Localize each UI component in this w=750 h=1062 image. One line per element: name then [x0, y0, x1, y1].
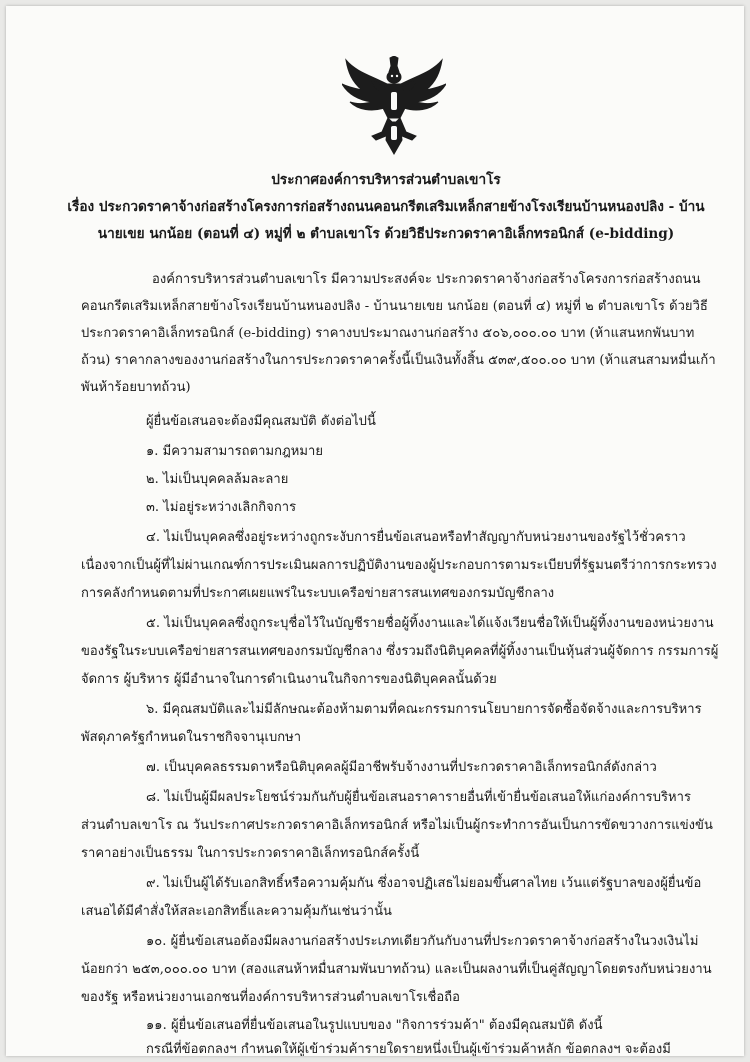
intro-line: พันห้าร้อยบาทถ้วน) — [81, 380, 191, 395]
qualification-item: ๑. มีความสามารถตามกฎหมาย — [146, 444, 324, 459]
intro-line: องค์การบริหารส่วนตำบลเขาโร มีความประสงค์จะ ประกวดราคาจ้างก่อสร้างโครงการก่อสร้างถนน — [152, 272, 701, 287]
qualification-item: ๙. ไม่เป็นผู้ได้รับเอกสิทธิ์หรือความคุ้มกัน ซึ่งอาจปฏิเสธไม่ยอมขึ้นศาลไทย เว้นแต่รัฐบาลของผู้ยื่นข้อ — [146, 876, 702, 891]
qualification-item: ๑๑. ผู้ยื่นข้อเสนอที่ยื่นข้อเสนอในรูปแบบของ "กิจการร่วมค้า" ต้องมีคุณสมบัติ ดังนี้ — [146, 1018, 603, 1033]
qualification-item: ๔. ไม่เป็นบุคคลซึ่งอยู่ระหว่างถูกระงับการยื่นข้อเสนอหรือทำสัญญากับหน่วยงานของรัฐไว้ชั่วคราว — [146, 530, 686, 545]
qualification-item: ๓. ไม่อยู่ระหว่างเลิกกิจการ — [146, 500, 297, 515]
qualification-item-continued: ของรัฐ หรือหน่วยงานเอกชนที่องค์การบริหารส่วนตำบลเขาโรเชื่อถือ — [81, 990, 460, 1005]
qualification-item-continued: ราคาอย่างเป็นธรรม ในการประกวดราคาอิเล็กทรอนิกส์ครั้งนี้ — [81, 846, 420, 861]
document-page — [6, 6, 744, 1056]
qualification-item-continued: การคลังกำหนดตามที่ประกาศเผยแพร่ในระบบเครือข่ายสารสนเทศของกรมบัญชีกลาง — [81, 586, 555, 601]
qualification-item-continued: กรณีที่ข้อตกลงฯ กำหนดให้ผู้เข้าร่วมค้ารายใดรายหนึ่งเป็นผู้เข้าร่วมค้าหลัก ข้อตกลงฯ จะต้องมี — [146, 1042, 671, 1056]
qualification-item: ๑๐. ผู้ยื่นข้อเสนอต้องมีผลงานก่อสร้างประเภทเดียวกันกับงานที่ประกวดราคาจ้างก่อสร้างในวงเงินไม่ — [146, 934, 699, 949]
announcement-title: ประกาศองค์การบริหารส่วนตำบลเขาโร — [271, 172, 501, 188]
qualification-item: ๘. ไม่เป็นผู้มีผลประโยชน์ร่วมกันกับผู้ยื่นข้อเสนอราคารายอื่นที่เข้ายื่นข้อเสนอให้แก่องค์การบริหาร — [146, 790, 692, 805]
qualification-item-continued: จัดการ ผู้บริหาร ผู้มีอำนาจในการดำเนินงานในกิจการของนิติบุคคลนั้นด้วย — [81, 672, 497, 687]
intro-line: คอนกรีตเสริมเหล็กสายข้างโรงเรียนบ้านหนองปลิง - บ้านนายเขย นกน้อย (ตอนที่ ๔) หมู่ที่ ๒ ตำบลเขาโร ด้วยวิธี — [81, 299, 708, 314]
qualification-item-continued: เนื่องจากเป็นผู้ที่ไม่ผ่านเกณฑ์การประเมินผลการปฏิบัติงานของผู้ประกอบการตามระเบียบที่รัฐมนตรีว่าการกระทรวง — [81, 558, 717, 573]
subject-line-1: เรื่อง ประกวดราคาจ้างก่อสร้างโครงการก่อสร้างถนนคอนกรีตเสริมเหล็กสายข้างโรงเรียนบ้านหนองปลิง - บ้าน — [67, 199, 705, 215]
qualification-item-continued: ส่วนตำบลเขาโร ณ วันประกาศประกวดราคาอิเล็กทรอนิกส์ หรือไม่เป็นผู้กระทำการอันเป็นการขัดขวางการแข่งขัน — [81, 818, 713, 833]
qualification-item: ๒. ไม่เป็นบุคคลล้มละลาย — [146, 472, 289, 487]
qualification-item-continued: ของรัฐในระบบเครือข่ายสารสนเทศของกรมบัญชีกลาง ซึ่งรวมถึงนิติบุคคลที่ผู้ทิ้งงานเป็นหุ้นส่วนผู้จัดการ กรรมการผู้ — [81, 644, 719, 659]
garuda-emblem-icon — [342, 56, 446, 156]
subject-line-2: นายเขย นกน้อย (ตอนที่ ๔) หมู่ที่ ๒ ตำบลเขาโร ด้วยวิธีประกวดราคาอิเล็กทรอนิกส์ (e-bidding) — [97, 226, 675, 242]
qualification-item-continued: พัสดุภาครัฐกำหนดในราชกิจจานุเบกษา — [81, 730, 302, 745]
qualification-item: ๗. เป็นบุคคลธรรมดาหรือนิติบุคคลผู้มีอาชีพรับจ้างงานที่ประกวดราคาอิเล็กทรอนิกส์ดังกล่าว — [146, 760, 657, 775]
qualification-item: ๖. มีคุณสมบัติและไม่มีลักษณะต้องห้ามตามที่คณะกรรมการนโยบายการจัดซื้อจัดจ้างและการบริหาร — [146, 702, 702, 717]
qualification-item: ๕. ไม่เป็นบุคคลซึ่งถูกระบุชื่อไว้ในบัญชีรายชื่อผู้ทิ้งงานและได้แจ้งเวียนชื่อให้เป็นผู้ทิ้งงานของหน่วยงาน — [146, 616, 714, 631]
qualification-item-continued: เสนอได้มีคำสั่งให้สละเอกสิทธิ์และความคุ้มกันเช่นว่านั้น — [81, 904, 392, 919]
qualification-item-continued: น้อยกว่า ๒๕๓,๐๐๐.๐๐ บาท (สองแสนห้าหมื่นสามพันบาทถ้วน) และเป็นผลงานที่เป็นคู่สัญญาโดยตรงกับหน่วยงาน — [81, 962, 712, 977]
qualifications-heading: ผู้ยื่นข้อเสนอจะต้องมีคุณสมบัติ ดังต่อไปนี้ — [146, 414, 376, 429]
intro-line: ประกวดราคาอิเล็กทรอนิกส์ (e-bidding) ราคางบประมาณงานก่อสร้าง ๕๐๖,๐๐๐.๐๐ บาท (ห้าแสนหกพันบาท — [81, 326, 695, 341]
intro-line: ถ้วน) ราคากลางของงานก่อสร้างในการประกวดราคาครั้งนี้เป็นเงินทั้งสิ้น ๕๓๙,๕๐๐.๐๐ บาท (ห้าแสนสามหมื่นเก้า — [81, 353, 716, 368]
